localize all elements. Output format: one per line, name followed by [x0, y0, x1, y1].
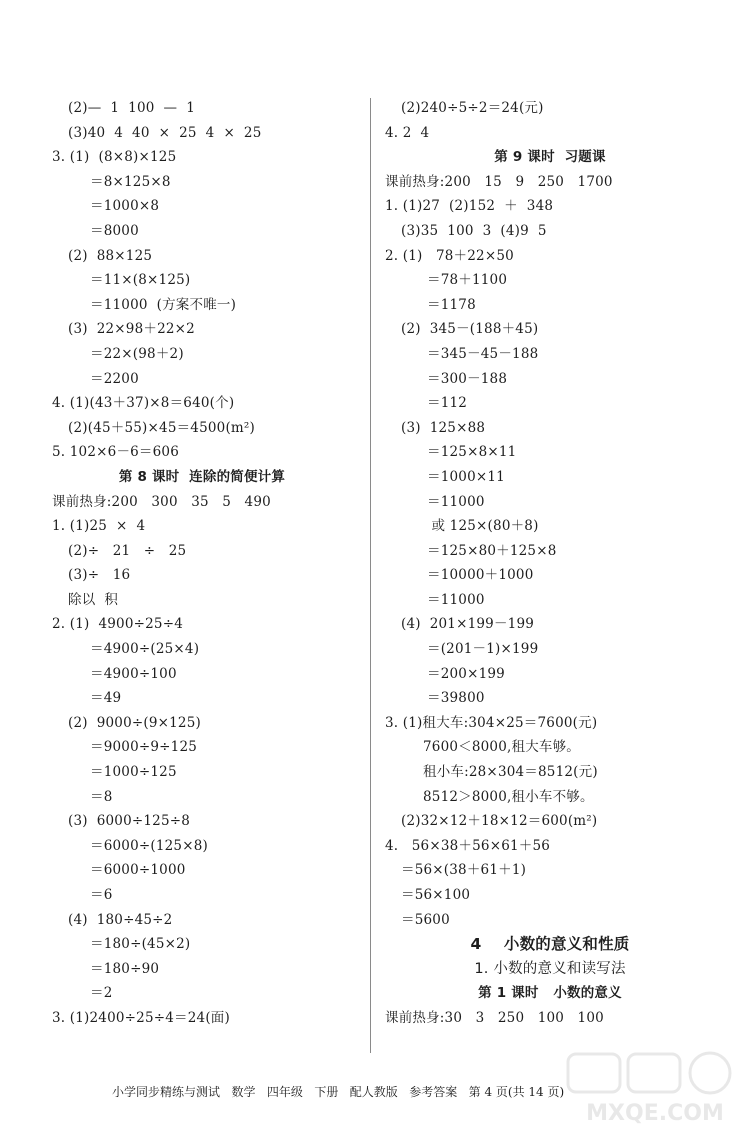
left-answer-line: 课前热身:200 300 35 5 490: [52, 493, 271, 510]
right-answer-line: ＝11000: [427, 591, 485, 608]
left-answer-line: (2) 88×125: [68, 247, 153, 264]
left-answer-line: 5. 102×6－6＝606: [52, 444, 179, 461]
left-answer-line: ＝9000÷9÷125: [90, 739, 198, 756]
right-answer-line: ＝78＋1100: [427, 272, 508, 289]
right-answer-line: ＝300－188: [427, 370, 508, 387]
right-answer-line: 1. (1)27 (2)152 ＋ 348: [385, 198, 554, 215]
right-answer-line: 租小车:28×304＝8512(元): [423, 764, 598, 781]
left-answer-line: ＝11000 (方案不唯一): [90, 296, 237, 313]
left-answer-line: (2)(45＋55)×45＝4500(m²): [68, 419, 256, 436]
watermark-text: MXQE.COM: [586, 1101, 724, 1126]
left-answer-line: ＝1000÷125: [90, 764, 177, 781]
right-answer-line: ＝125×80＋125×8: [427, 542, 557, 559]
left-answer-line: ＝1000×8: [90, 198, 160, 215]
right-column: [385, 96, 715, 1031]
right-heading: 第 9 课时 习题课: [494, 149, 606, 166]
left-answer-line: (3)40 4 40 × 25 4 × 25: [68, 124, 262, 141]
left-heading: 第 8 课时 连除的简便计算: [118, 468, 286, 485]
left-answer-line: ＝6000÷(125×8): [90, 837, 208, 854]
left-answer-line: (2)÷ 21 ÷ 25: [68, 542, 187, 559]
right-answer-line: (2)240÷5÷2＝24(元): [401, 100, 544, 116]
left-answer-line: (3)÷ 16: [68, 567, 131, 584]
left-answer-line: ＝8: [90, 788, 113, 805]
right-answer-line: 4. 56×38＋56×61＋56: [385, 837, 551, 854]
right-answer-line: 2. (1) 78＋22×50: [385, 247, 514, 264]
left-answer-line: ＝4900÷100: [90, 665, 177, 682]
right-answer-line: (4) 201×199－199: [401, 616, 535, 633]
left-answer-line: ＝22×(98＋2): [90, 345, 184, 362]
column-divider: [370, 98, 371, 1053]
left-answer-line: 2. (1) 4900÷25÷4: [52, 616, 184, 633]
right-answer-line: (2) 345－(188＋45): [401, 321, 539, 338]
right-answer-line: ＝56×100: [401, 887, 471, 903]
left-answer-line: ＝6000÷1000: [90, 862, 186, 879]
left-answer-line: 3. (1)2400÷25÷4＝24(面): [52, 1009, 230, 1026]
left-answer-line: 除以 积: [68, 591, 119, 608]
left-answer-line: 3. (1) (8×8)×125: [52, 149, 177, 166]
right-answer-line: (3) 125×88: [401, 419, 486, 436]
right-answer-line: 3. (1)租大车:304×25＝7600(元): [385, 714, 598, 731]
right-answer-line: (2)32×12＋18×12＝600(m²): [401, 813, 598, 830]
page-footer: 小学同步精练与测试 数学 四年级 下册 配人教版 参考答案 第 4 页(共 14 页): [112, 1085, 565, 1099]
right-answer-line: ＝39800: [427, 690, 485, 707]
left-column: [52, 96, 352, 1031]
right-heading: 第 1 课时 小数的意义: [478, 985, 622, 1002]
left-answer-line: (2) 9000÷(9×125): [68, 714, 201, 731]
left-answer-line: ＝180÷90: [90, 960, 160, 977]
right-heading: 4 小数的意义和性质: [470, 935, 630, 954]
right-answer-line: 或 125×(80＋8): [427, 518, 539, 535]
left-answer-line: ＝8×125×8: [90, 173, 171, 190]
left-answer-line: (4) 180÷45÷2: [68, 911, 173, 928]
left-answer-line: ＝4900÷(25×4): [90, 641, 200, 658]
left-answer-line: (3) 6000÷125÷8: [68, 813, 191, 830]
left-answer-line: ＝180÷(45×2): [90, 936, 191, 953]
right-answer-line: (3)35 100 3 (4)9 5: [401, 222, 547, 239]
right-answer-line: ＝11000: [427, 493, 485, 510]
right-answer-line: ＝5600: [401, 911, 450, 928]
watermark-logo: [560, 1048, 750, 1128]
right-answer-line: ＝(201－1)×199: [427, 641, 539, 658]
left-answer-line: ＝49: [90, 690, 122, 707]
right-answer-line: 课前热身:200 15 9 250 1700: [385, 173, 613, 190]
right-answer-line: 8512＞8000,租小车不够。: [423, 788, 594, 805]
left-answer-line: ＝2200: [90, 370, 139, 387]
right-answer-line: 7600＜8000,租大车够。: [423, 739, 581, 756]
left-answer-line: ＝6: [90, 887, 113, 903]
left-answer-line: 4. (1)(43＋37)×8＝640(个): [52, 395, 235, 412]
right-answer-line: ＝1000×11: [427, 468, 505, 485]
right-answer-line: ＝56×(38＋61＋1): [401, 862, 527, 879]
right-answer-line: 课前热身:30 3 250 100 100: [385, 1009, 604, 1026]
right-heading: 1. 小数的意义和读写法: [474, 960, 626, 977]
left-answer-line: ＝2: [90, 985, 113, 1002]
right-answer-line: ＝1178: [427, 296, 476, 313]
right-answer-line: ＝345－45－188: [427, 345, 539, 362]
right-answer-line: ＝112: [427, 395, 468, 412]
left-answer-line: ＝8000: [90, 222, 139, 239]
left-answer-line: (3) 22×98＋22×2: [68, 321, 195, 338]
right-answer-line: ＝125×8×11: [427, 444, 517, 461]
right-answer-line: 4. 2 4: [385, 124, 430, 141]
left-answer-line: (2)— 1 100 — 1: [68, 100, 195, 116]
right-answer-line: ＝10000＋1000: [427, 567, 534, 584]
right-answer-line: ＝200×199: [427, 665, 505, 682]
left-answer-line: 1. (1)25 × 4: [52, 518, 146, 535]
left-answer-line: ＝11×(8×125): [90, 272, 191, 289]
